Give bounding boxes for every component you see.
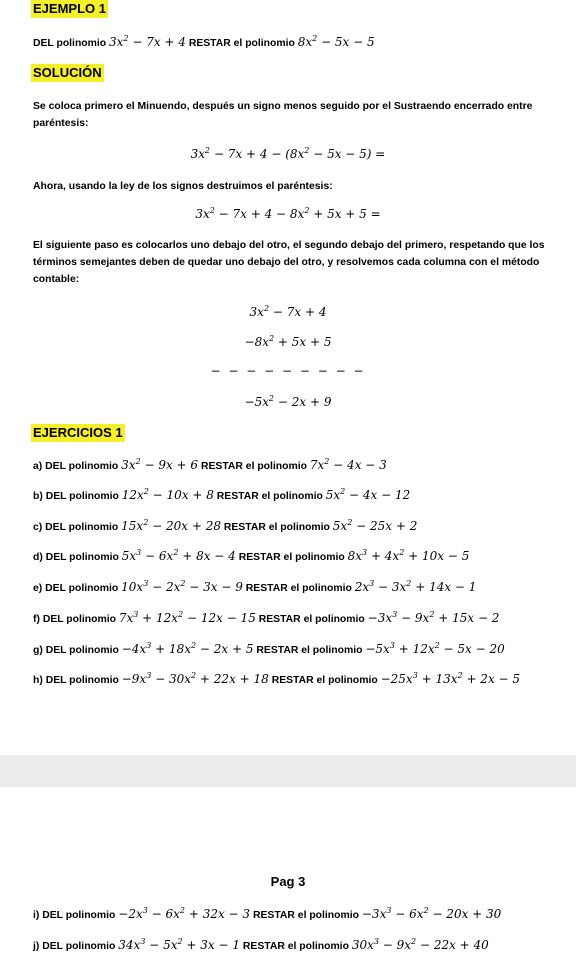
ejercicios-heading: EJERCICIOS 1 <box>33 425 123 440</box>
statement-poly1: $3x^2 - 7x + 4$ <box>109 34 186 49</box>
exercise-mid: RESTAR el polinomio <box>223 522 330 533</box>
exercise-poly2: $-5x^3 + 12x^2 - 5x - 20$ <box>365 641 505 656</box>
exercise-mid: RESTAR el polinomio <box>238 552 345 563</box>
exercise-poly1: $12x^2 - 10x + 8$ <box>121 487 214 502</box>
exercise-pre: DEL polinomio <box>45 583 119 594</box>
exercise-poly1: $34x^3 - 5x^2 + 3x - 1$ <box>118 937 240 952</box>
statement-poly2: $8x^2 - 5x - 5$ <box>297 34 375 49</box>
exercise-label: g) <box>33 645 43 656</box>
page-2 <box>0 787 576 960</box>
exercise-mid: RESTAR el polinomio <box>200 461 307 472</box>
page-separator <box>0 755 576 787</box>
exercise-a <box>33 457 387 475</box>
exercise-pre: DEL polinomio <box>42 614 116 625</box>
exercise-label: h) <box>33 675 43 686</box>
exercise-poly2: $5x^2 - 4x - 12$ <box>325 487 411 502</box>
stack-divider: − − − − − − − − − <box>210 364 366 378</box>
stack-result: $-5x^2 - 2x + 9$ <box>244 394 332 409</box>
exercise-c <box>33 518 417 536</box>
exercise-pre: DEL polinomio <box>42 910 116 921</box>
exercise-j <box>33 937 489 955</box>
exercise-g <box>33 641 505 659</box>
exercise-mid: RESTAR el polinomio <box>216 491 323 502</box>
solucion-paragraph-1: Se coloca primero el Minuendo, después un signo menos seguido por el Sustraendo encerrado entre paréntesis: <box>33 101 533 129</box>
exercise-mid: RESTAR el polinomio <box>245 583 352 594</box>
exercise-poly2: $-3x^3 - 6x^2 - 20x + 30$ <box>361 906 502 921</box>
exercise-mid: RESTAR el polinomio <box>258 614 365 625</box>
exercise-pre: DEL polinomio <box>45 675 119 686</box>
equation-2: $3x^2 - 7x + 4 - 8x^2 + 5x + 5$ = <box>195 206 381 221</box>
exercise-poly2: $8x^3 + 4x^2 + 10x - 5$ <box>347 548 470 563</box>
exercise-poly2: $30x^3 - 9x^2 - 22x + 40$ <box>351 937 489 952</box>
exercise-poly1: $3x^2 - 9x + 6$ <box>121 457 199 472</box>
exercise-label: e) <box>33 583 43 594</box>
exercise-poly2: $-3x^3 - 9x^2 + 15x - 2$ <box>367 610 500 625</box>
exercise-pre: DEL polinomio <box>45 522 119 533</box>
page-number: Pag 3 <box>270 874 306 889</box>
exercise-pre: DEL polinomio <box>42 941 116 952</box>
exercise-poly1: $7x^3 + 12x^2 - 12x - 15$ <box>118 610 256 625</box>
exercise-pre: DEL polinomio <box>45 461 119 472</box>
exercise-poly1: $5x^3 - 6x^2 + 8x - 4$ <box>121 548 236 563</box>
exercise-pre: DEL polinomio <box>45 645 119 656</box>
exercise-e <box>33 579 476 597</box>
exercise-label: a) <box>33 461 43 472</box>
exercise-h <box>33 671 520 689</box>
exercise-d <box>33 548 469 566</box>
exercise-poly1: $10x^3 - 2x^2 - 3x - 9$ <box>121 579 243 594</box>
exercise-mid: RESTAR el polinomio <box>271 675 378 686</box>
exercise-poly1: $-2x^3 - 6x^2 + 32x - 3$ <box>118 906 251 921</box>
solucion-paragraph-3: El siguiente paso es colocarlos uno debajo del otro, el segundo debajo del primero, respetando que los términos semejantes deben de quedar uno debajo del otro, y resolvemos cada columna con el método contable: <box>33 240 545 285</box>
exercise-label: i) <box>33 910 40 921</box>
exercise-mid: RESTAR el polinomio <box>252 910 359 921</box>
exercise-poly2: $2x^3 - 3x^2 + 14x - 1$ <box>354 579 477 594</box>
exercise-label: d) <box>33 552 43 563</box>
equation-1: $3x^2 - 7x + 4 - (8x^2 - 5x - 5)$ = <box>190 146 386 161</box>
stack-row-1: $3x^2 - 7x + 4$ <box>249 304 327 319</box>
exercise-label: c) <box>33 522 43 533</box>
exercise-b <box>33 487 410 505</box>
solucion-heading: SOLUCIÓN <box>33 65 102 80</box>
exercise-pre: DEL polinomio <box>45 491 119 502</box>
exercise-mid: RESTAR el polinomio <box>242 941 349 952</box>
exercise-poly1: $-4x^3 + 18x^2 - 2x + 5$ <box>121 641 254 656</box>
exercise-label: j) <box>33 941 40 952</box>
stack-row-2: $-8x^2 + 5x + 5$ <box>244 334 332 349</box>
exercise-poly2: $7x^2 - 4x - 3$ <box>309 457 387 472</box>
exercise-label: f) <box>33 614 40 625</box>
exercise-poly2: $5x^2 - 25x + 2$ <box>332 518 418 533</box>
exercise-poly1: $-9x^3 - 30x^2 + 22x + 18$ <box>121 671 269 686</box>
statement-mid: RESTAR el polinomio <box>188 38 295 49</box>
exercise-poly1: $15x^2 - 20x + 28$ <box>121 518 221 533</box>
exercise-label: b) <box>33 491 43 502</box>
exercise-i <box>33 906 501 924</box>
exercise-poly2: $-25x^3 + 13x^2 + 2x - 5$ <box>380 671 521 686</box>
exercise-mid: RESTAR el polinomio <box>256 645 363 656</box>
exercise-pre: DEL polinomio <box>45 552 119 563</box>
ejemplo-statement <box>33 34 375 52</box>
statement-pre: DEL polinomio <box>33 38 107 49</box>
solucion-paragraph-2: Ahora, usando la ley de los signos destruimos el paréntesis: <box>33 181 333 192</box>
exercise-f <box>33 610 499 628</box>
ejemplo-heading: EJEMPLO 1 <box>33 1 106 16</box>
